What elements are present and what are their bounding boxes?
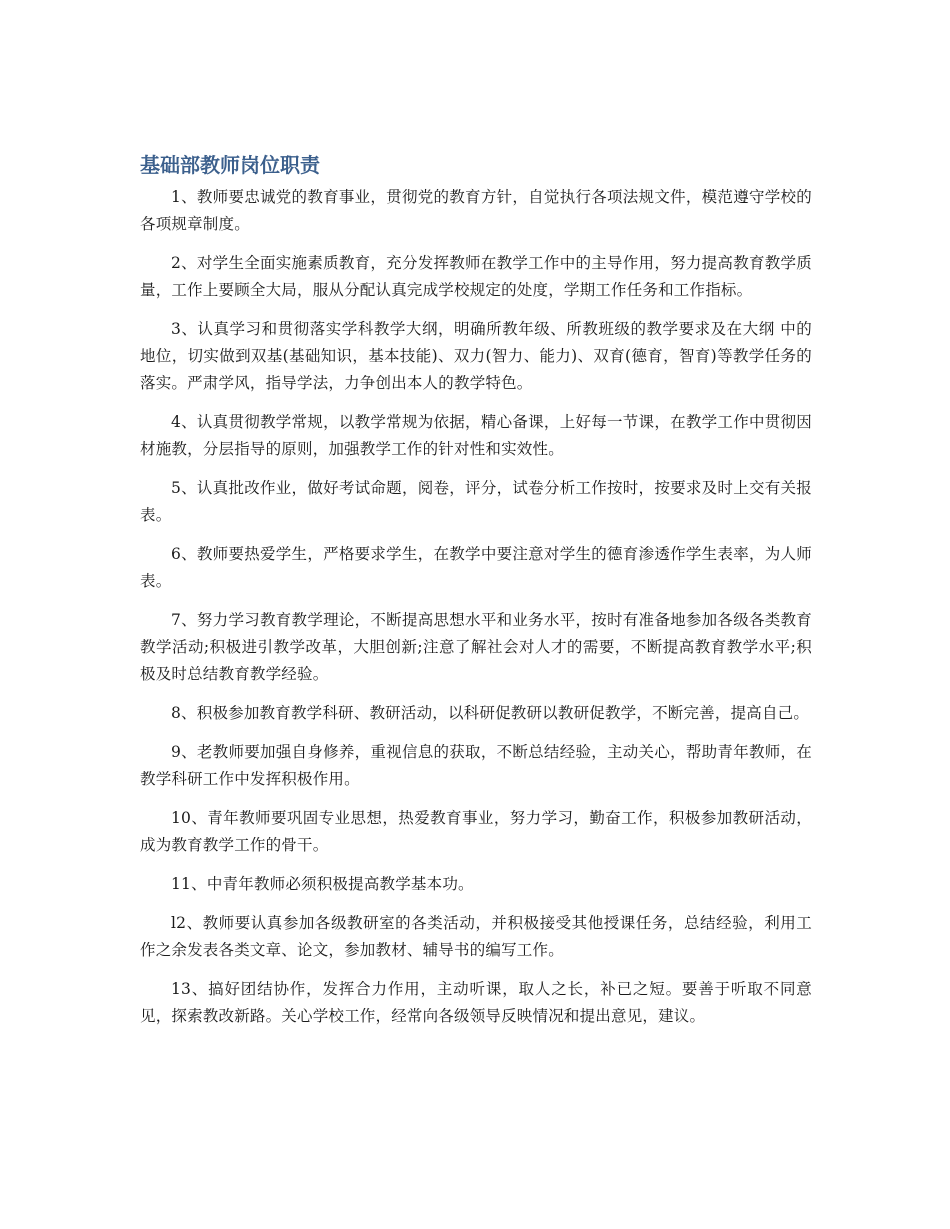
paragraph-13: 13、搞好团结协作，发挥合力作用，主动听课，取人之长，补已之短。要善于听取不同意见，探索教改新路。关心学校工作，经常向各级领导反映情况和提出意见，建议。: [140, 980, 812, 1025]
paragraph-7: 7、努力学习教育教学理论，不断提高思想水平和业务水平，按时有准备地参加各级各类教育教学活动;积极进引教学改革，大胆创新;注意了解社会对人才的需要，不断提高教育教学水平;积极及时总结教育教学经验。: [140, 611, 812, 683]
paragraph-12: l2、教师要认真参加各级教研室的各类活动，并积极接受其他授课任务，总结经验，利用工作之余发表各类文章、论文，参加教材、辅导书的编写工作。: [140, 914, 812, 959]
paragraph-4: 4、认真贯彻教学常规，以教学常规为依据，精心备课，上好每一节课，在教学工作中贯彻因材施教，分层指导的原则，加强教学工作的针对性和实效性。: [140, 413, 812, 458]
paragraph-11: 11、中青年教师必须积极提高教学基本功。: [171, 875, 474, 893]
paragraph-3: 3、认真学习和贯彻落实学科教学大纲，明确所教年级、所教班级的教学要求及在大纲 中的地位，切实做到双基(基础知识，基本技能)、双力(智力、能力)、双育(德育，智育)等教学任务的落实。严肃学风，指导学法，力争创出本人的教学特色。: [140, 320, 812, 392]
paragraph-2: 2、对学生全面实施素质教育，充分发挥教师在教学工作中的主导作用，努力提高教育教学质量，工作上要顾全大局，服从分配认真完成学校规定的处度，学期工作任务和工作指标。: [140, 254, 812, 299]
paragraph-1: 1、教师要忠诚党的教育事业，贯彻党的教育方针，自觉执行各项法规文件，模范遵守学校的各项规章制度。: [140, 188, 812, 233]
paragraph-6: 6、教师要热爱学生，严格要求学生，在教学中要注意对学生的德育渗透作学生表率，为人师表。: [140, 545, 812, 590]
document-content: [140, 150, 812, 1042]
paragraph-10: 10、青年教师要巩固专业思想，热爱教育事业，努力学习，勤奋工作，积极参加教研活动，成为教育教学工作的骨干。: [140, 809, 812, 854]
paragraph-5: 5、认真批改作业，做好考试命题，阅卷，评分，试卷分析工作按时，按要求及时上交有关报表。: [140, 479, 812, 524]
paragraph-9: 9、老教师要加强自身修养，重视信息的获取，不断总结经验，主动关心，帮助青年教师，在教学科研工作中发挥积极作用。: [140, 743, 812, 788]
document-title: 基础部教师岗位职责: [140, 153, 320, 177]
paragraph-8: 8、积极参加教育教学科研、教研活动，以科研促教研以教研促教学，不断完善，提高自己。: [171, 704, 810, 722]
